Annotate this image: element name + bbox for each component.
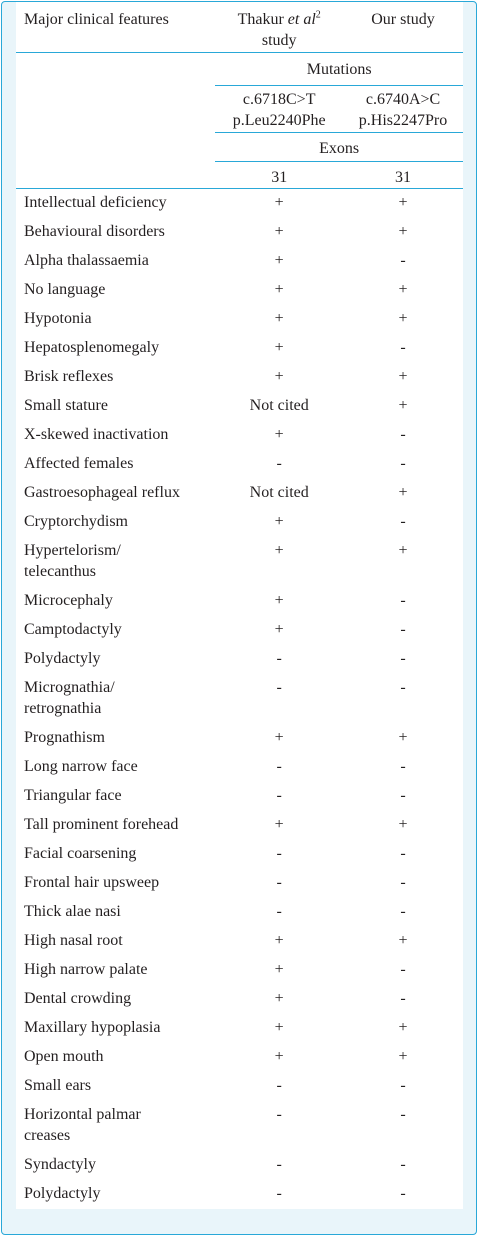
table-row xyxy=(16,753,463,782)
thakur-cell: - xyxy=(276,1156,282,1173)
thakur-cell: + xyxy=(274,252,284,269)
thakur-cell: + xyxy=(274,426,284,443)
table-row xyxy=(16,811,463,840)
table-row xyxy=(16,869,463,898)
thakur-cell: + xyxy=(274,990,284,1007)
table-row xyxy=(16,616,463,645)
our-study-cell: + xyxy=(398,397,408,414)
table-row xyxy=(16,450,463,479)
feature-cell: Camptodactyly xyxy=(24,621,122,638)
header-our-study: Our study xyxy=(371,11,435,28)
thakur-cell: + xyxy=(274,932,284,949)
table-row xyxy=(16,305,463,334)
header-features: Major clinical features xyxy=(24,11,169,28)
thakur-cell: + xyxy=(274,310,284,327)
mutation-ours: c.6740A>C p.His2247Pro xyxy=(343,86,463,133)
exon-ours: 31 xyxy=(343,162,463,189)
feature-cell: Brisk reflexes xyxy=(24,368,114,385)
our-study-cell: - xyxy=(400,961,406,978)
table-row xyxy=(16,840,463,869)
feature-cell: High nasal root xyxy=(24,932,123,949)
thakur-cell: - xyxy=(276,758,282,775)
feature-cell: Microcephaly xyxy=(24,592,113,609)
our-study-cell: + xyxy=(398,932,408,949)
table-row xyxy=(16,898,463,927)
feature-cell: Alpha thalassaemia xyxy=(24,252,149,269)
our-study-cell: - xyxy=(400,874,406,891)
thakur-cell: - xyxy=(276,455,282,472)
table-row xyxy=(16,537,463,587)
thakur-cell: + xyxy=(274,281,284,298)
feature-cell: Prognathism xyxy=(24,729,105,746)
table-row xyxy=(16,1101,463,1151)
table-row xyxy=(16,479,463,508)
table-row xyxy=(16,392,463,421)
table-row xyxy=(16,724,463,753)
thakur-cell: - xyxy=(276,874,282,891)
feature-cell: Horizontal palmar creases xyxy=(24,1106,141,1144)
feature-cell: Hypertelorism/ telecanthus xyxy=(24,542,121,580)
thakur-cell: + xyxy=(274,339,284,356)
our-study-cell: - xyxy=(400,339,406,356)
table-row xyxy=(16,1180,463,1209)
our-study-cell: + xyxy=(398,542,408,559)
our-study-cell: + xyxy=(398,223,408,240)
thakur-cell: - xyxy=(276,1077,282,1094)
our-study-cell: - xyxy=(400,1156,406,1173)
feature-cell: Small ears xyxy=(24,1077,92,1094)
feature-cell: Polydactyly xyxy=(24,650,101,667)
thakur-cell: + xyxy=(274,816,284,833)
table-row xyxy=(16,674,463,724)
thakur-cell: - xyxy=(276,1185,282,1202)
our-study-cell: + xyxy=(398,194,408,211)
our-study-cell: - xyxy=(400,455,406,472)
our-study-cell: - xyxy=(400,903,406,920)
header-mutations: Mutations xyxy=(215,53,463,86)
feature-cell: Behavioural disorders xyxy=(24,223,165,240)
thakur-cell: + xyxy=(274,729,284,746)
feature-cell: Intellectual deficiency xyxy=(24,194,167,211)
thakur-cell: - xyxy=(276,903,282,920)
exon-thakur: 31 xyxy=(215,162,343,189)
table-row xyxy=(16,508,463,537)
thakur-cell: + xyxy=(274,194,284,211)
feature-cell: Open mouth xyxy=(24,1048,104,1065)
our-study-cell: + xyxy=(398,1019,408,1036)
our-study-cell: + xyxy=(398,484,408,501)
table-row xyxy=(16,1043,463,1072)
feature-cell: Micrognathia/ retrognathia xyxy=(24,679,115,717)
feature-cell: Facial coarsening xyxy=(24,845,137,862)
feature-cell: Dental crowding xyxy=(24,990,132,1007)
feature-cell: Small stature xyxy=(24,397,108,414)
thakur-cell: + xyxy=(274,368,284,385)
feature-cell: Triangular face xyxy=(24,787,122,804)
table-row xyxy=(16,956,463,985)
clinical-features-table xyxy=(16,2,463,1209)
feature-cell: Syndactyly xyxy=(24,1156,96,1173)
our-study-cell: + xyxy=(398,729,408,746)
feature-cell: X-skewed inactivation xyxy=(24,426,169,443)
thakur-cell: + xyxy=(274,621,284,638)
our-study-cell: - xyxy=(400,252,406,269)
table-row xyxy=(16,276,463,305)
table-row xyxy=(16,1072,463,1101)
our-study-cell: - xyxy=(400,592,406,609)
our-study-cell: - xyxy=(400,845,406,862)
our-study-cell: + xyxy=(398,310,408,327)
feature-cell: Affected females xyxy=(24,455,134,472)
feature-cell: Cryptorchydism xyxy=(24,513,128,530)
thakur-cell: Not cited xyxy=(249,397,309,414)
table-row xyxy=(16,247,463,276)
table-row xyxy=(16,1014,463,1043)
our-study-cell: + xyxy=(398,281,408,298)
thakur-cell: + xyxy=(274,1048,284,1065)
our-study-cell: - xyxy=(400,1106,406,1123)
our-study-cell: - xyxy=(400,990,406,1007)
our-study-cell: - xyxy=(400,621,406,638)
table-row xyxy=(16,927,463,956)
our-study-cell: - xyxy=(400,513,406,530)
feature-cell: Hepatosplenomegaly xyxy=(24,339,160,356)
table-row xyxy=(16,1151,463,1180)
table-row xyxy=(16,782,463,811)
thakur-cell: + xyxy=(274,223,284,240)
feature-cell: Long narrow face xyxy=(24,758,138,775)
mutation-thakur: c.6718C>T p.Leu2240Phe xyxy=(215,86,343,133)
header-thakur: Thakur et $al^2$ study xyxy=(237,9,321,49)
feature-cell: High narrow palate xyxy=(24,961,148,978)
table-row xyxy=(16,218,463,247)
our-study-cell: - xyxy=(400,650,406,667)
our-study-cell: - xyxy=(400,787,406,804)
header-spacer xyxy=(16,53,215,86)
thakur-cell: - xyxy=(276,679,282,696)
our-study-cell: - xyxy=(400,758,406,775)
thakur-cell: - xyxy=(276,845,282,862)
table-row xyxy=(16,421,463,450)
thakur-cell: Not cited xyxy=(249,484,309,501)
thakur-cell: + xyxy=(274,961,284,978)
our-study-cell: + xyxy=(398,368,408,385)
table-row xyxy=(16,334,463,363)
table-row xyxy=(16,189,463,219)
feature-cell: Hypotonia xyxy=(24,310,92,327)
our-study-cell: + xyxy=(398,1048,408,1065)
thakur-cell: - xyxy=(276,1106,282,1123)
our-study-cell: - xyxy=(400,1185,406,1202)
thakur-cell: + xyxy=(274,513,284,530)
feature-cell: Polydactyly xyxy=(24,1185,101,1202)
thakur-cell: + xyxy=(274,592,284,609)
feature-cell: Maxillary hypoplasia xyxy=(24,1019,161,1036)
our-study-cell: - xyxy=(400,679,406,696)
thakur-cell: + xyxy=(274,542,284,559)
feature-cell: Gastroesophageal reflux xyxy=(24,484,180,501)
thakur-cell: + xyxy=(274,1019,284,1036)
table-body xyxy=(16,189,463,1210)
our-study-cell: + xyxy=(398,816,408,833)
our-study-cell: - xyxy=(400,426,406,443)
feature-cell: Tall prominent forehead xyxy=(24,816,179,833)
header-exons: Exons xyxy=(215,133,463,162)
feature-cell: Thick alae nasi xyxy=(24,903,121,920)
table-row xyxy=(16,587,463,616)
table-row xyxy=(16,985,463,1014)
table-row xyxy=(16,363,463,392)
feature-cell: Frontal hair upsweep xyxy=(24,874,160,891)
our-study-cell: - xyxy=(400,1077,406,1094)
thakur-cell: - xyxy=(276,787,282,804)
thakur-cell: - xyxy=(276,650,282,667)
table-row xyxy=(16,645,463,674)
feature-cell: No language xyxy=(24,281,106,298)
